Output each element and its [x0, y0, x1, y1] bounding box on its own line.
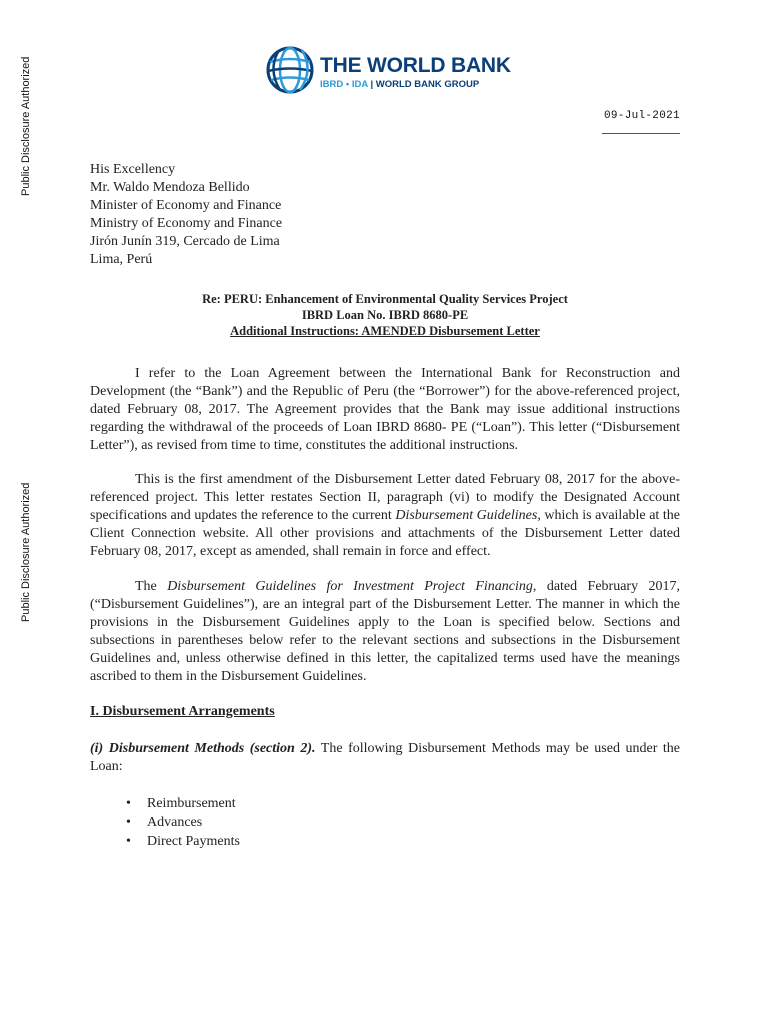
- list-item-label: Advances: [147, 815, 203, 830]
- address-line: Jirón Junín 319, Cercado de Lima: [90, 234, 280, 249]
- paragraph-2-after: , which is available at the Client Connection website. All other provisions and attachments of the Disbursement Letter dated February 08, 2017, except as amended, shall remain in force and effect.: [90, 508, 680, 559]
- letter-date: 09-Jul-2021: [604, 110, 680, 122]
- list-item: [126, 832, 240, 851]
- logo-subtitle: [320, 79, 479, 90]
- logo-subtitle-group: | WORLD BANK GROUP: [367, 79, 480, 90]
- logo-subtitle-ibrd-ida: IBRD • IDA: [320, 79, 368, 90]
- paragraph-3-before: The: [135, 579, 168, 594]
- address-line: Lima, Perú: [90, 252, 153, 267]
- bullet-icon: •: [126, 834, 131, 849]
- list-item: [126, 794, 240, 813]
- section-heading: I. Disbursement Arrangements: [90, 704, 275, 719]
- paragraph-first-amendment: [90, 471, 680, 561]
- paragraph-3-italic: Disbursement Guidelines for Investment Project Financing: [167, 579, 533, 594]
- disbursement-methods-list: [126, 794, 240, 851]
- side-disclosure-label: Public Disclosure Authorized: [20, 482, 32, 622]
- paragraph-4-text: The following Disbursement Methods may be used under the Loan:: [90, 741, 681, 774]
- bullet-icon: •: [126, 815, 131, 830]
- address-line: Mr. Waldo Mendoza Bellido: [90, 180, 250, 195]
- subject-block: [90, 291, 680, 339]
- address-line: Ministry of Economy and Finance: [90, 216, 283, 231]
- subject-line-project: Re: PERU: Enhancement of Environmental Quality Services Project: [202, 292, 568, 306]
- paragraph-guidelines: [90, 578, 680, 686]
- globe-icon: [264, 44, 316, 96]
- paragraph-3-after: , dated February 2017, (“Disbursement Guidelines”), are an integral part of the Disbursement Letter. The manner in which the provisions in the Disbursement Guidelines apply to the Loan is specified below. Sections and subsections in parentheses below refer to the relevant sections and subsections in the Disbursement Guidelines and, unless otherwise defined in this letter, the capitalized terms used have the meanings ascribed to them in the Disbursement Guidelines.: [90, 579, 681, 684]
- paragraph-disbursement-methods: [90, 740, 680, 776]
- bullet-icon: •: [126, 796, 131, 811]
- paragraph-2-italic: Disbursement Guidelines: [395, 508, 538, 523]
- list-item-label: Reimbursement: [147, 796, 236, 811]
- subject-line-loan: IBRD Loan No. IBRD 8680-PE: [301, 308, 469, 322]
- world-bank-logo: [264, 44, 514, 100]
- side-disclosure-label: Public Disclosure Authorized: [20, 56, 32, 196]
- paragraph-4-lead: (i) Disbursement Methods (section 2).: [90, 741, 316, 756]
- address-line: Minister of Economy and Finance: [90, 198, 282, 213]
- list-item-label: Direct Payments: [147, 834, 240, 849]
- address-line: His Excellency: [90, 162, 176, 177]
- paragraph-1-text: I refer to the Loan Agreement between the International Bank for Reconstruction and Development (the “Bank”) and the Republic of Peru (the “Borrower”) for the above-referenced project, dated February 08, 2017. The Agreement provides that the Bank may issue additional instructions regarding the withdrawal of the proceeds of Loan IBRD 8680- PE (“Loan”). This letter (“Disbursement Letter”), as revised from time to time, constitutes the additional instructions.: [90, 366, 680, 453]
- logo-title: THE WORLD BANK: [320, 54, 511, 77]
- subject-line-instructions: Additional Instructions: AMENDED Disbursement Letter: [230, 324, 540, 338]
- date-underline: [602, 133, 680, 134]
- list-item: [126, 813, 240, 832]
- recipient-address: [90, 161, 282, 269]
- paragraph-2-before: This is the first amendment of the Disbursement Letter dated February 08, 2017 for the above-referenced project. This letter restates Section II, paragraph (vi) to modify the Designated Account specifications and updates the reference to the current: [90, 472, 680, 523]
- paragraph-loan-agreement: [90, 365, 680, 455]
